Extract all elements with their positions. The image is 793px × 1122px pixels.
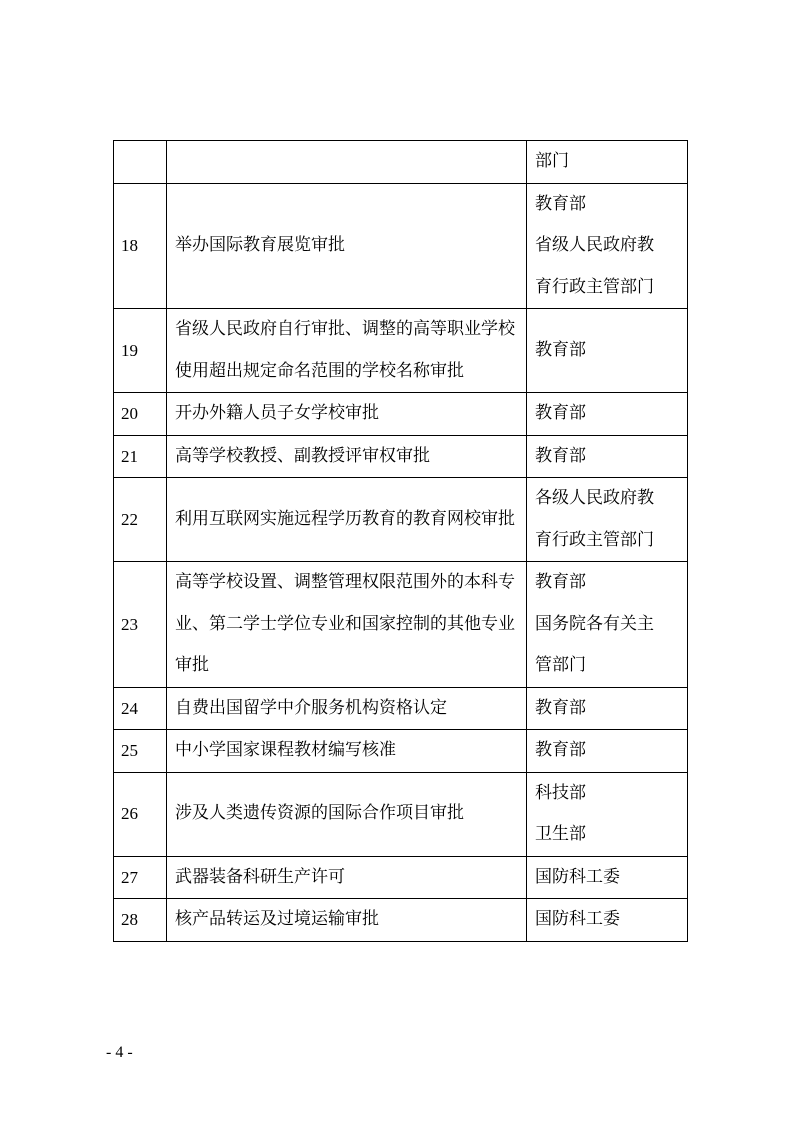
table-row — [114, 687, 688, 730]
table-row — [114, 730, 688, 773]
department-cell — [527, 478, 688, 562]
approval-item-cell — [167, 141, 527, 184]
department-line: 卫生部 — [535, 824, 586, 844]
department-cell — [527, 687, 688, 730]
table-body — [114, 141, 688, 942]
approval-item-cell: 利用互联网实施远程学历教育的教育网校审批 — [167, 478, 527, 562]
row-number-cell: 20 — [114, 393, 167, 436]
department-line: 管部门 — [535, 655, 586, 675]
row-number-cell: 23 — [114, 562, 167, 688]
row-number-cell: 18 — [114, 183, 167, 309]
department-cell — [527, 730, 688, 773]
table-row — [114, 856, 688, 899]
approval-item-cell: 核产品转运及过境运输审批 — [167, 899, 527, 942]
approval-item-cell: 武器装备科研生产许可 — [167, 856, 527, 899]
table-row — [114, 562, 688, 688]
table-row — [114, 478, 688, 562]
department-cell — [527, 309, 688, 393]
row-number-cell: 28 — [114, 899, 167, 942]
table-row — [114, 899, 688, 942]
department-line: 部门 — [535, 151, 569, 171]
department-line: 教育部 — [535, 445, 586, 466]
table-row — [114, 141, 688, 184]
approval-item-cell: 高等学校教授、副教授评审权审批 — [167, 435, 527, 478]
row-number-cell: 24 — [114, 687, 167, 730]
department-cell — [527, 772, 688, 856]
department-line: 国防科工委 — [535, 909, 620, 929]
department-line: 各级人民政府教 — [535, 488, 654, 508]
row-number-cell: 25 — [114, 730, 167, 773]
row-number-cell: 21 — [114, 435, 167, 478]
table-row — [114, 393, 688, 436]
department-line: 教育部 — [535, 740, 586, 760]
approval-item-cell: 涉及人类遗传资源的国际合作项目审批 — [167, 772, 527, 856]
approval-item-cell: 省级人民政府自行审批、调整的高等职业学校使用超出规定命名范围的学校名称审批 — [167, 309, 527, 393]
department-cell — [527, 393, 688, 436]
row-number-cell: 19 — [114, 309, 167, 393]
department-cell — [527, 141, 688, 184]
approval-item-cell: 中小学国家课程教材编写核准 — [167, 730, 527, 773]
department-cell — [527, 435, 688, 478]
department-cell — [527, 183, 688, 309]
department-line: 国防科工委 — [535, 866, 620, 887]
row-number-cell: 27 — [114, 856, 167, 899]
department-line: 国务院各有关主 — [535, 613, 654, 634]
department-cell — [527, 562, 688, 688]
table-row — [114, 435, 688, 478]
department-line: 育行政主管部门 — [535, 276, 654, 297]
department-line: 科技部 — [535, 782, 586, 803]
table-row — [114, 309, 688, 393]
department-line: 教育部 — [535, 339, 586, 360]
department-line: 省级人民政府教 — [535, 235, 654, 255]
department-line: 育行政主管部门 — [535, 529, 654, 550]
approval-item-cell: 自费出国留学中介服务机构资格认定 — [167, 687, 527, 730]
department-line: 教育部 — [535, 193, 586, 214]
row-number-cell: 22 — [114, 478, 167, 562]
approval-item-cell: 高等学校设置、调整管理权限范围外的本科专业、第二学士学位专业和国家控制的其他专业审批 — [167, 562, 527, 688]
row-number-cell: 26 — [114, 772, 167, 856]
department-line: 教育部 — [535, 403, 586, 423]
page-number: - 4 - — [106, 1044, 133, 1061]
approval-item-cell: 开办外籍人员子女学校审批 — [167, 393, 527, 436]
department-cell — [527, 899, 688, 942]
approval-items-table — [113, 140, 688, 942]
table-row — [114, 183, 688, 309]
table-row — [114, 772, 688, 856]
department-line: 教育部 — [535, 697, 586, 718]
row-number-cell — [114, 141, 167, 184]
department-line: 教育部 — [535, 572, 586, 592]
approval-item-cell: 举办国际教育展览审批 — [167, 183, 527, 309]
department-cell — [527, 856, 688, 899]
